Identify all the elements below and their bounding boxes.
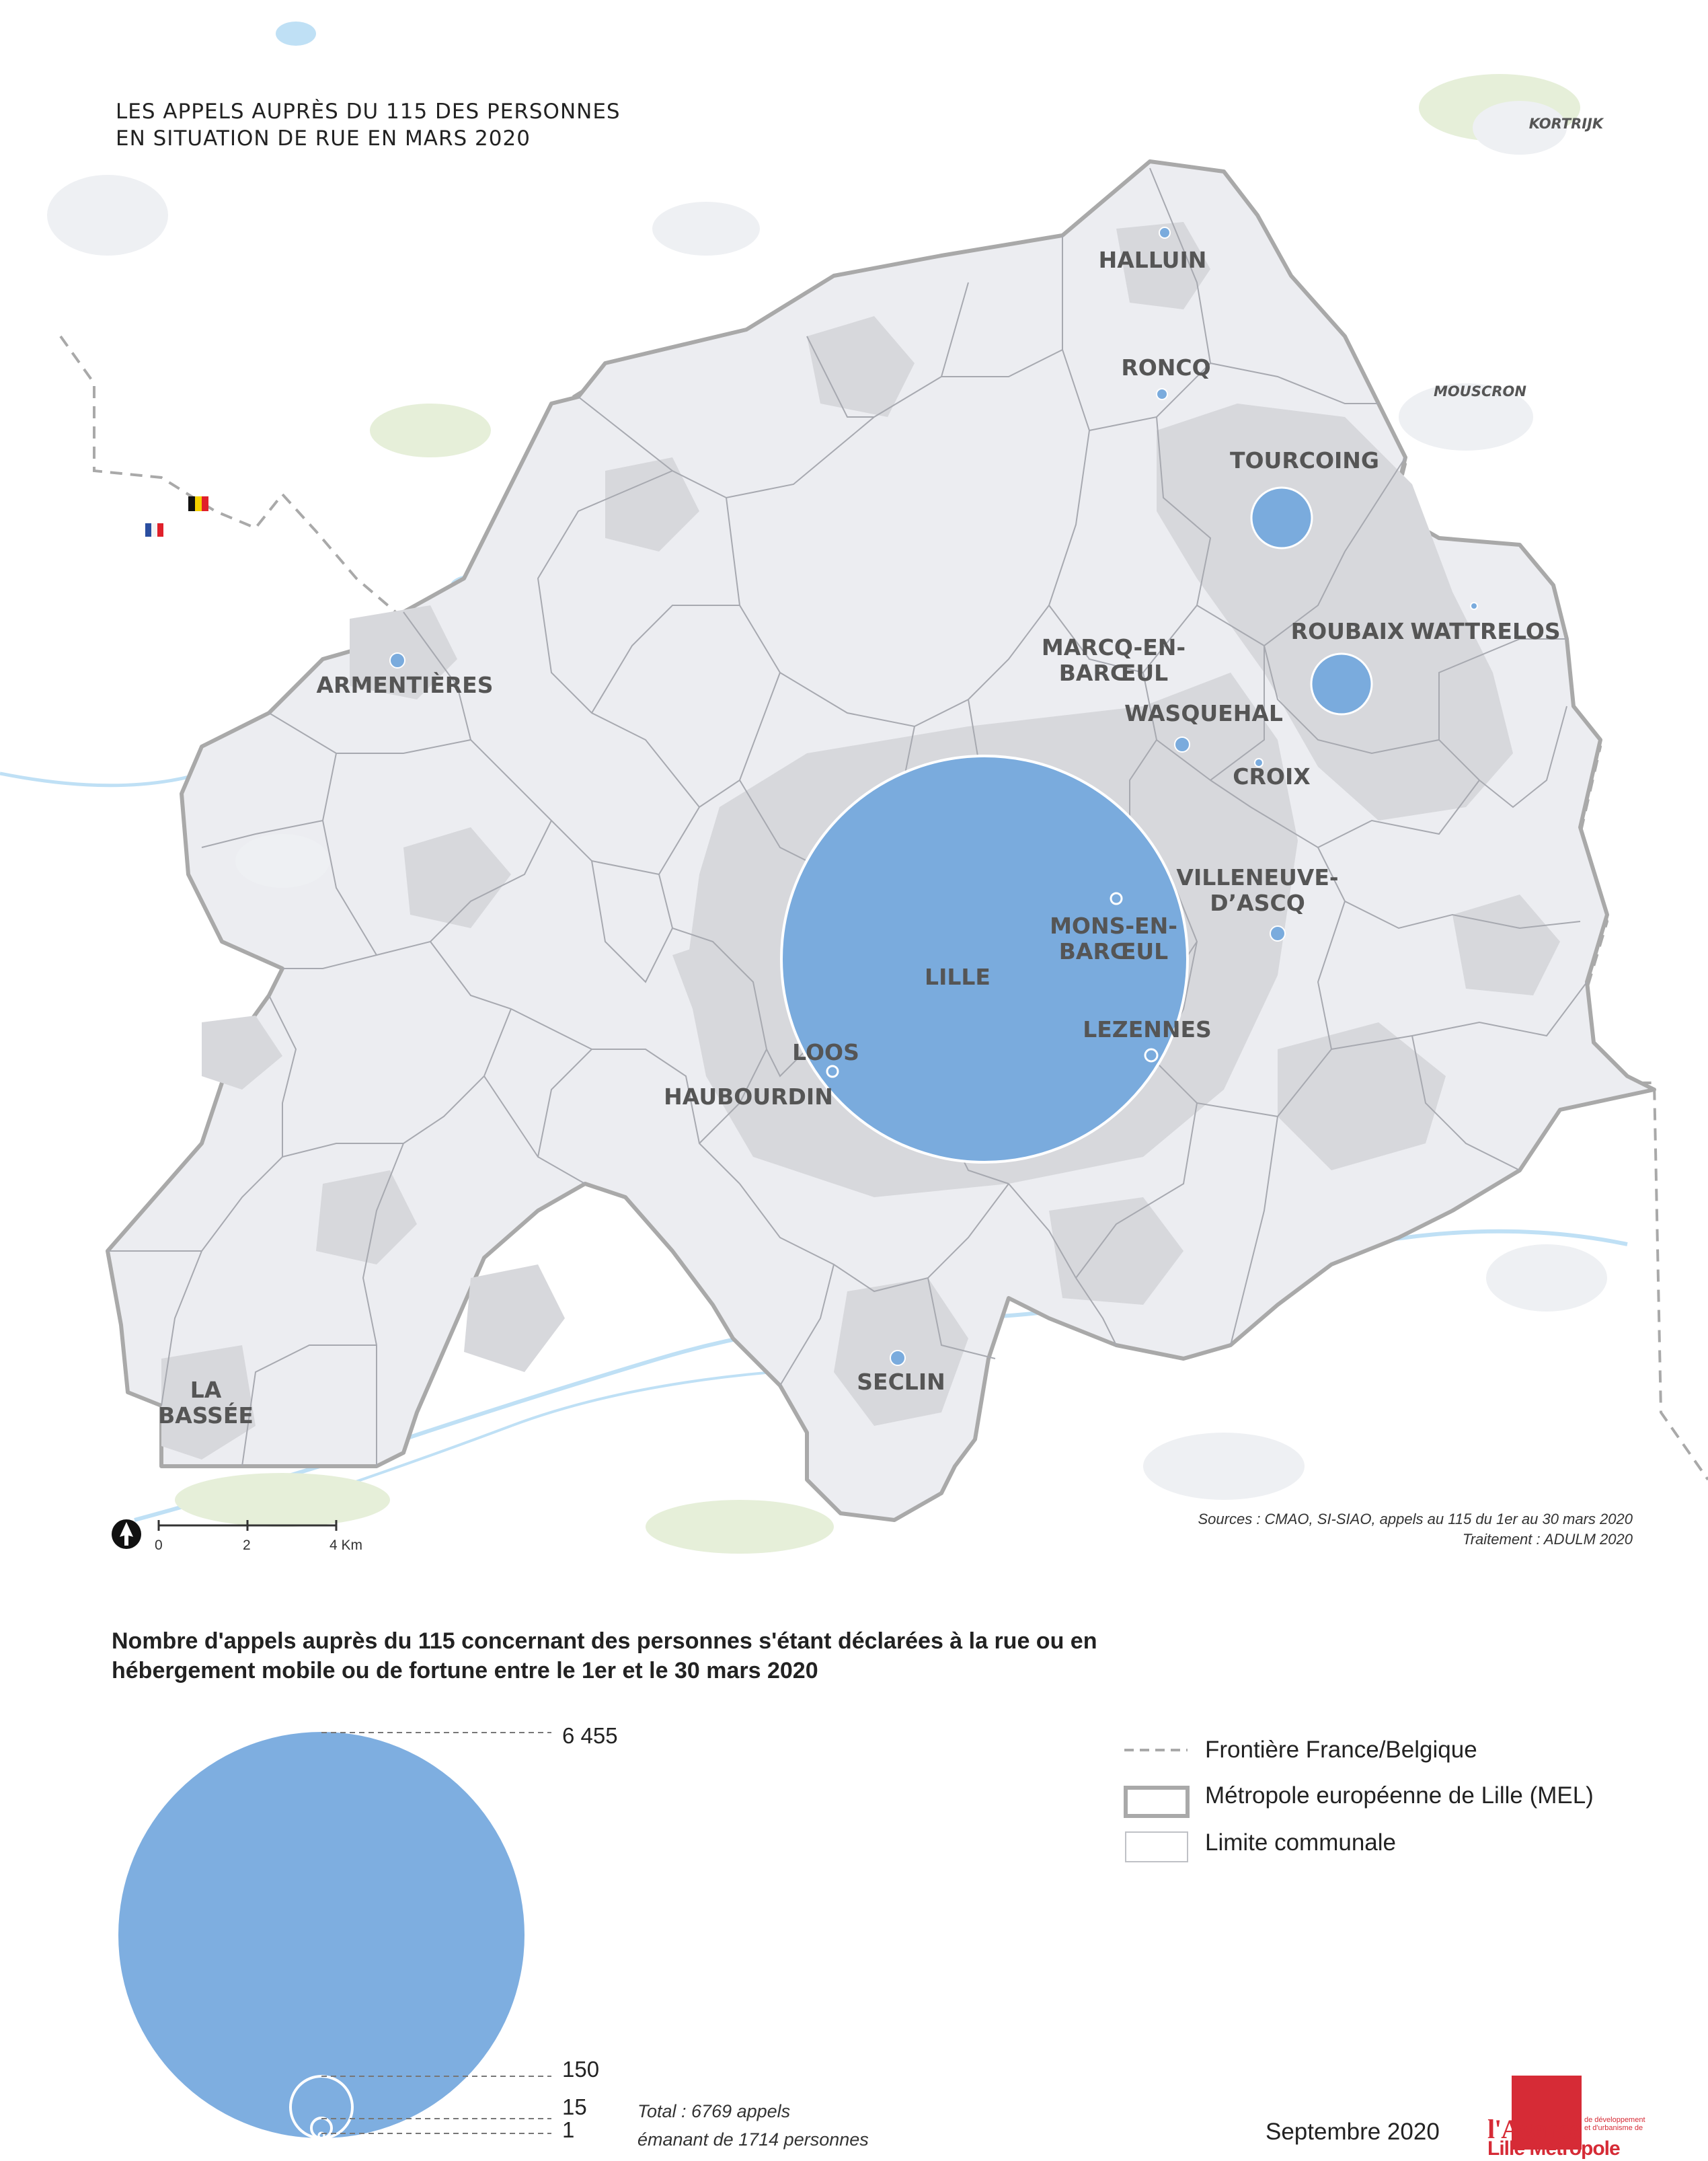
- label-wasquehal: WASQUEHAL: [1124, 700, 1283, 726]
- label-armentieres: ARMENTIÈRES: [316, 672, 494, 698]
- legend-title: Nombre d'appels auprès du 115 concernant des personnes s'étant déclarées à la rue ou en hébergement mobile ou de fortune entre le 1er et le 30 mars 2020: [112, 1628, 1097, 1683]
- sources: [1198, 1509, 1633, 1550]
- circle-halluin: [1159, 227, 1170, 238]
- label-haubourdin: HAUBOURDIN: [664, 1084, 833, 1110]
- legend-value-15: 15: [562, 2094, 587, 2119]
- total-line-1: Total : 6769 appels: [637, 2101, 791, 2121]
- circle-tourcoing: [1251, 488, 1312, 548]
- legend-frontier-label: Frontière France/Belgique: [1205, 1737, 1477, 1763]
- label-wattrelos: WATTRELOS: [1410, 618, 1561, 644]
- label-lille: LILLE: [925, 964, 991, 990]
- legend-value-1: 1: [562, 2117, 575, 2142]
- label-seclin: SECLIN: [857, 1369, 945, 1395]
- map-title: LES APPELS AUPRÈS DU 115 DES PERSONNES EN SITUATION DE RUE EN MARS 2020: [116, 100, 621, 151]
- circle-roubaix: [1311, 654, 1372, 714]
- circle-roncq: [1157, 389, 1167, 400]
- label-marcq: MARCQ-EN- BARŒUL: [1041, 634, 1186, 686]
- label-roncq: RONCQ: [1121, 354, 1211, 381]
- scale-label-4km: 4 Km: [329, 1538, 363, 1553]
- circle-wattrelos: [1471, 603, 1477, 609]
- legend-commune-symbol: [1126, 1832, 1188, 1862]
- label-croix: CROIX: [1233, 763, 1311, 790]
- sources-line-1: Sources : CMAO, SI-SIAO, appels au 115 du 1er au 30 mars 2020: [1198, 1511, 1633, 1527]
- circle-loos: [827, 1066, 838, 1077]
- legend-value-6455: 6 455: [562, 1723, 618, 1748]
- proportional-legend: [0, 1695, 672, 2161]
- legend-mel-symbol: [1126, 1788, 1188, 1816]
- label-halluin: HALLUIN: [1098, 247, 1207, 273]
- circle-lezennes: [1145, 1049, 1157, 1061]
- france-flag: [145, 523, 163, 537]
- legend-symbols: [1123, 1735, 1204, 1870]
- legend-total: [637, 2097, 869, 2154]
- total-line-2: émanant de 1714 personnes: [637, 2129, 869, 2150]
- sources-line-2: Traitement : ADULM 2020: [1462, 1531, 1633, 1548]
- scale-label-2: 2: [243, 1538, 251, 1553]
- circle-wasquehal: [1175, 737, 1190, 752]
- logo-line-1: l'Agence: [1487, 2114, 1581, 2144]
- circle-seclin: [890, 1351, 905, 1365]
- north-arrow-icon: [112, 1519, 141, 1549]
- label-villeneuve: VILLENEUVE- D’ASCQ: [1176, 864, 1339, 916]
- label-roubaix: ROUBAIX: [1290, 618, 1405, 644]
- scale-label-0: 0: [155, 1538, 163, 1553]
- publication-date: Septembre 2020: [1266, 2119, 1440, 2145]
- circle-armentieres: [390, 653, 405, 668]
- label-tourcoing: TOURCOING: [1229, 447, 1380, 473]
- label-loos: LOOS: [792, 1039, 859, 1065]
- circle-villeneuve: [1270, 926, 1285, 941]
- circle-mons: [1111, 893, 1122, 904]
- label-kortrijk: KORTRIJK: [1528, 116, 1604, 132]
- legend-mel-label: Métropole européenne de Lille (MEL): [1205, 1782, 1594, 1809]
- logo-small-text: de développement et d'urbanisme de: [1584, 2116, 1645, 2132]
- label-mouscron: MOUSCRON: [1434, 383, 1526, 400]
- label-mons: MONS-EN- BARŒUL: [1050, 913, 1177, 964]
- agency-logo: [1487, 2076, 1652, 2160]
- legend-commune-label: Limite communale: [1205, 1829, 1396, 1856]
- logo-line-2: Lille Métropole: [1487, 2137, 1620, 2160]
- legend-value-150: 150: [562, 2057, 600, 2082]
- belgium-flag: [188, 496, 208, 511]
- label-labassee: LA BASSÉE: [158, 1377, 254, 1429]
- label-lezennes: LEZENNES: [1083, 1016, 1212, 1042]
